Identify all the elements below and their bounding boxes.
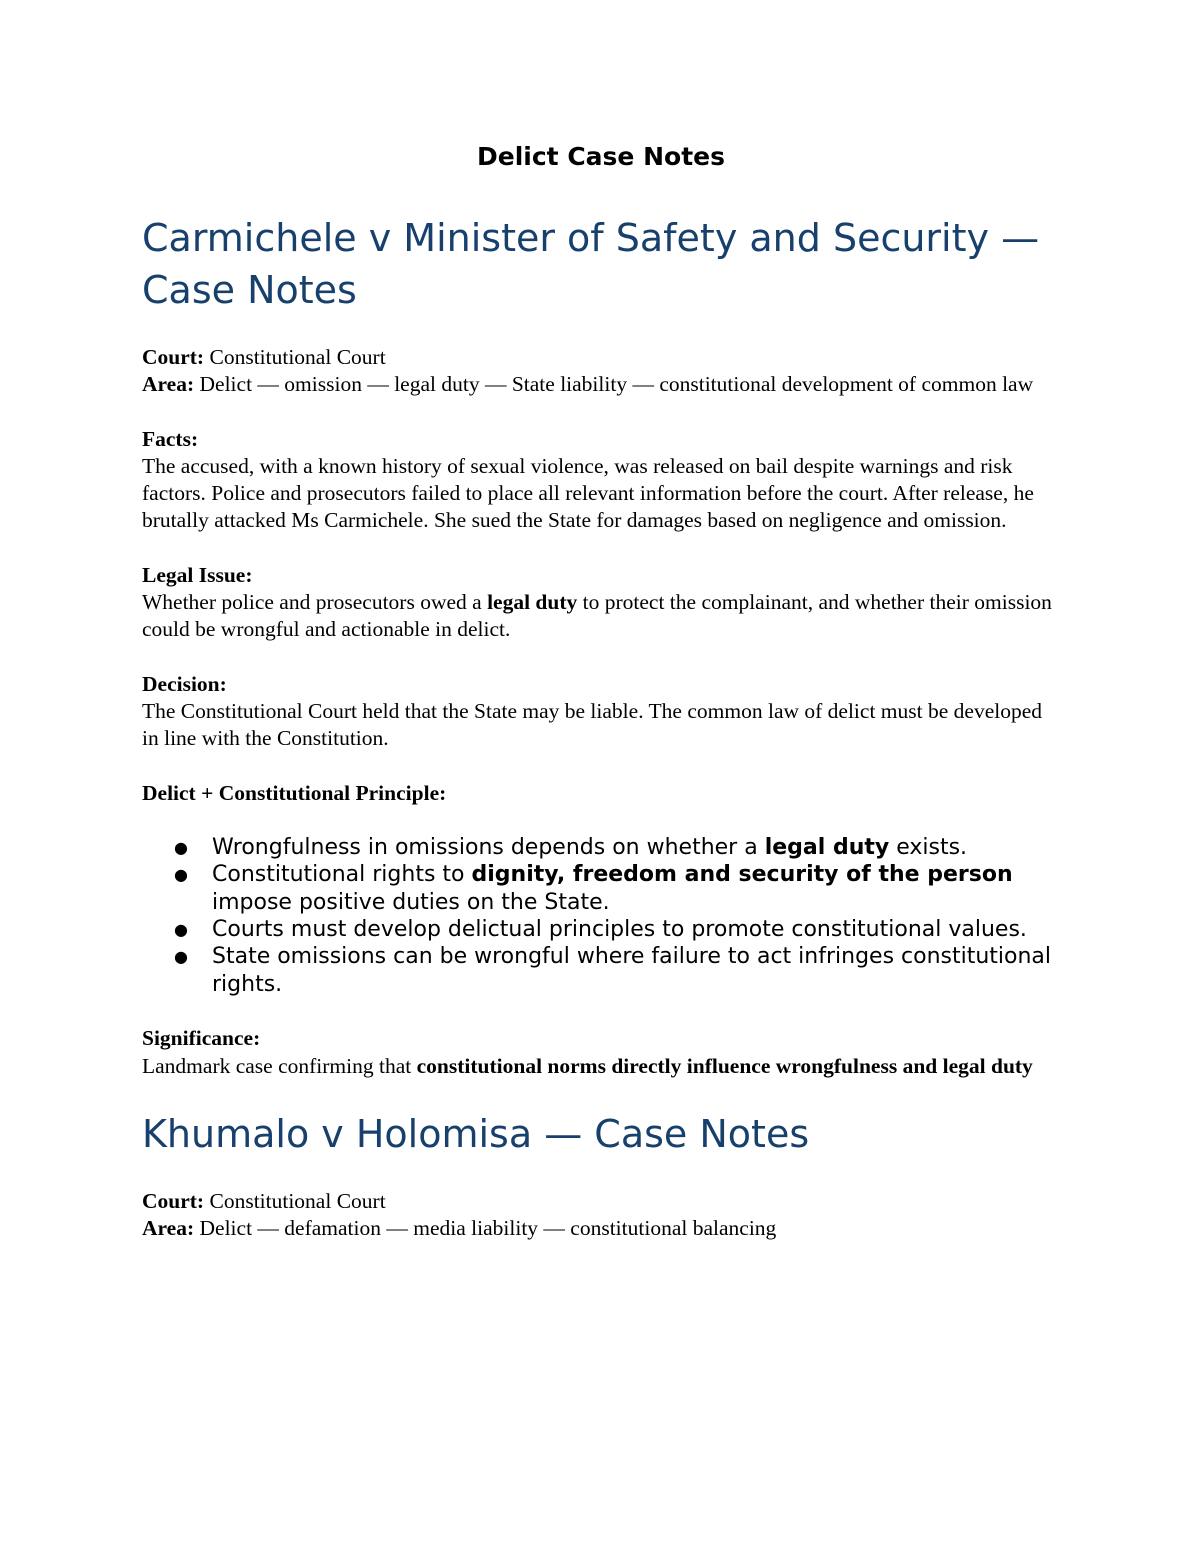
list-item-text: Courts must develop delictual principles to promote constitutional values. xyxy=(212,917,1027,943)
area-label: Area: xyxy=(142,372,195,397)
list-item-text: State omissions can be wrongful where failure to act infringes constitutional rights. xyxy=(212,944,1052,997)
bullet-icon: ● xyxy=(174,947,188,967)
decision-section xyxy=(142,671,1060,753)
facts-text: The accused, with a known history of sexual violence, was released on bail despite warnings and risk factors. Police and prosecutors failed to place all relevant information before the court. After release, he brutally attacked Ms Carmichele. She sued the State for damages based on negligence and omission. xyxy=(142,453,1034,533)
list-item xyxy=(174,861,1060,916)
significance-text xyxy=(142,1053,1060,1080)
decision-heading: Decision: xyxy=(142,671,227,696)
facts-heading: Facts: xyxy=(142,426,199,451)
case-title-khumalo: Khumalo v Holomisa — Case Notes xyxy=(142,1111,810,1156)
case-meta-khumalo xyxy=(142,1188,1060,1243)
list-item-text-end: exists. xyxy=(889,834,968,860)
decision-text: The Constitutional Court held that the State may be liable. The common law of delict must be developed in line with the Constitution. xyxy=(142,698,1043,751)
document-title: Delict Case Notes xyxy=(477,142,725,171)
court-value: Constitutional Court xyxy=(204,345,386,369)
list-item-bold: legal duty xyxy=(764,834,890,860)
legal-issue-heading: Legal Issue: xyxy=(142,562,253,587)
legal-issue-section xyxy=(142,562,1060,644)
legal-issue-text xyxy=(142,589,1060,644)
bullet-icon: ● xyxy=(174,865,188,885)
case-title-carmichele: Carmichele v Minister of Safety and Security — Case Notes xyxy=(142,216,1040,312)
legal-issue-bold: legal duty xyxy=(487,590,578,615)
bullet-icon: ● xyxy=(174,920,188,940)
list-item-bold: dignity, freedom and security of the person xyxy=(471,862,1013,888)
document-page xyxy=(142,138,1060,1242)
area-label: Area: xyxy=(142,1216,195,1241)
legal-issue-text-start: Whether police and prosecutors owed a xyxy=(142,590,488,615)
significance-text-start: Landmark case confirming that xyxy=(142,1053,417,1078)
facts-section xyxy=(142,426,1060,535)
area-value: Delict — omission — legal duty — State liability — constitutional development of common law xyxy=(194,372,1034,397)
list-item xyxy=(174,943,1060,998)
principle-section xyxy=(142,780,1060,999)
court-label: Court: xyxy=(142,1188,205,1213)
court-label: Court: xyxy=(142,345,205,369)
bullet-icon: ● xyxy=(174,837,188,857)
significance-heading: Significance: xyxy=(142,1026,261,1051)
list-item-text-end: impose positive duties on the State. xyxy=(212,889,610,915)
principle-heading: Delict + Constitutional Principle: xyxy=(142,780,447,805)
significance-bold: constitutional norms directly influence wrongfulness and legal duty xyxy=(416,1053,1033,1078)
principle-list xyxy=(142,834,1060,998)
list-item-text: Constitutional rights to xyxy=(212,862,472,888)
court-value: Constitutional Court xyxy=(204,1188,386,1213)
list-item-text: Wrongfulness in omissions depends on whether a xyxy=(212,834,765,860)
legal-issue-text-end: to protect the complainant, and whether their omission could be wrongful and actionable in delict. xyxy=(142,590,1052,642)
area-value: Delict — defamation — media liability — constitutional balancing xyxy=(194,1216,777,1241)
list-item xyxy=(174,834,1060,861)
significance-section xyxy=(142,1025,1060,1080)
list-item xyxy=(174,916,1060,943)
case-meta-carmichele xyxy=(142,344,1060,399)
